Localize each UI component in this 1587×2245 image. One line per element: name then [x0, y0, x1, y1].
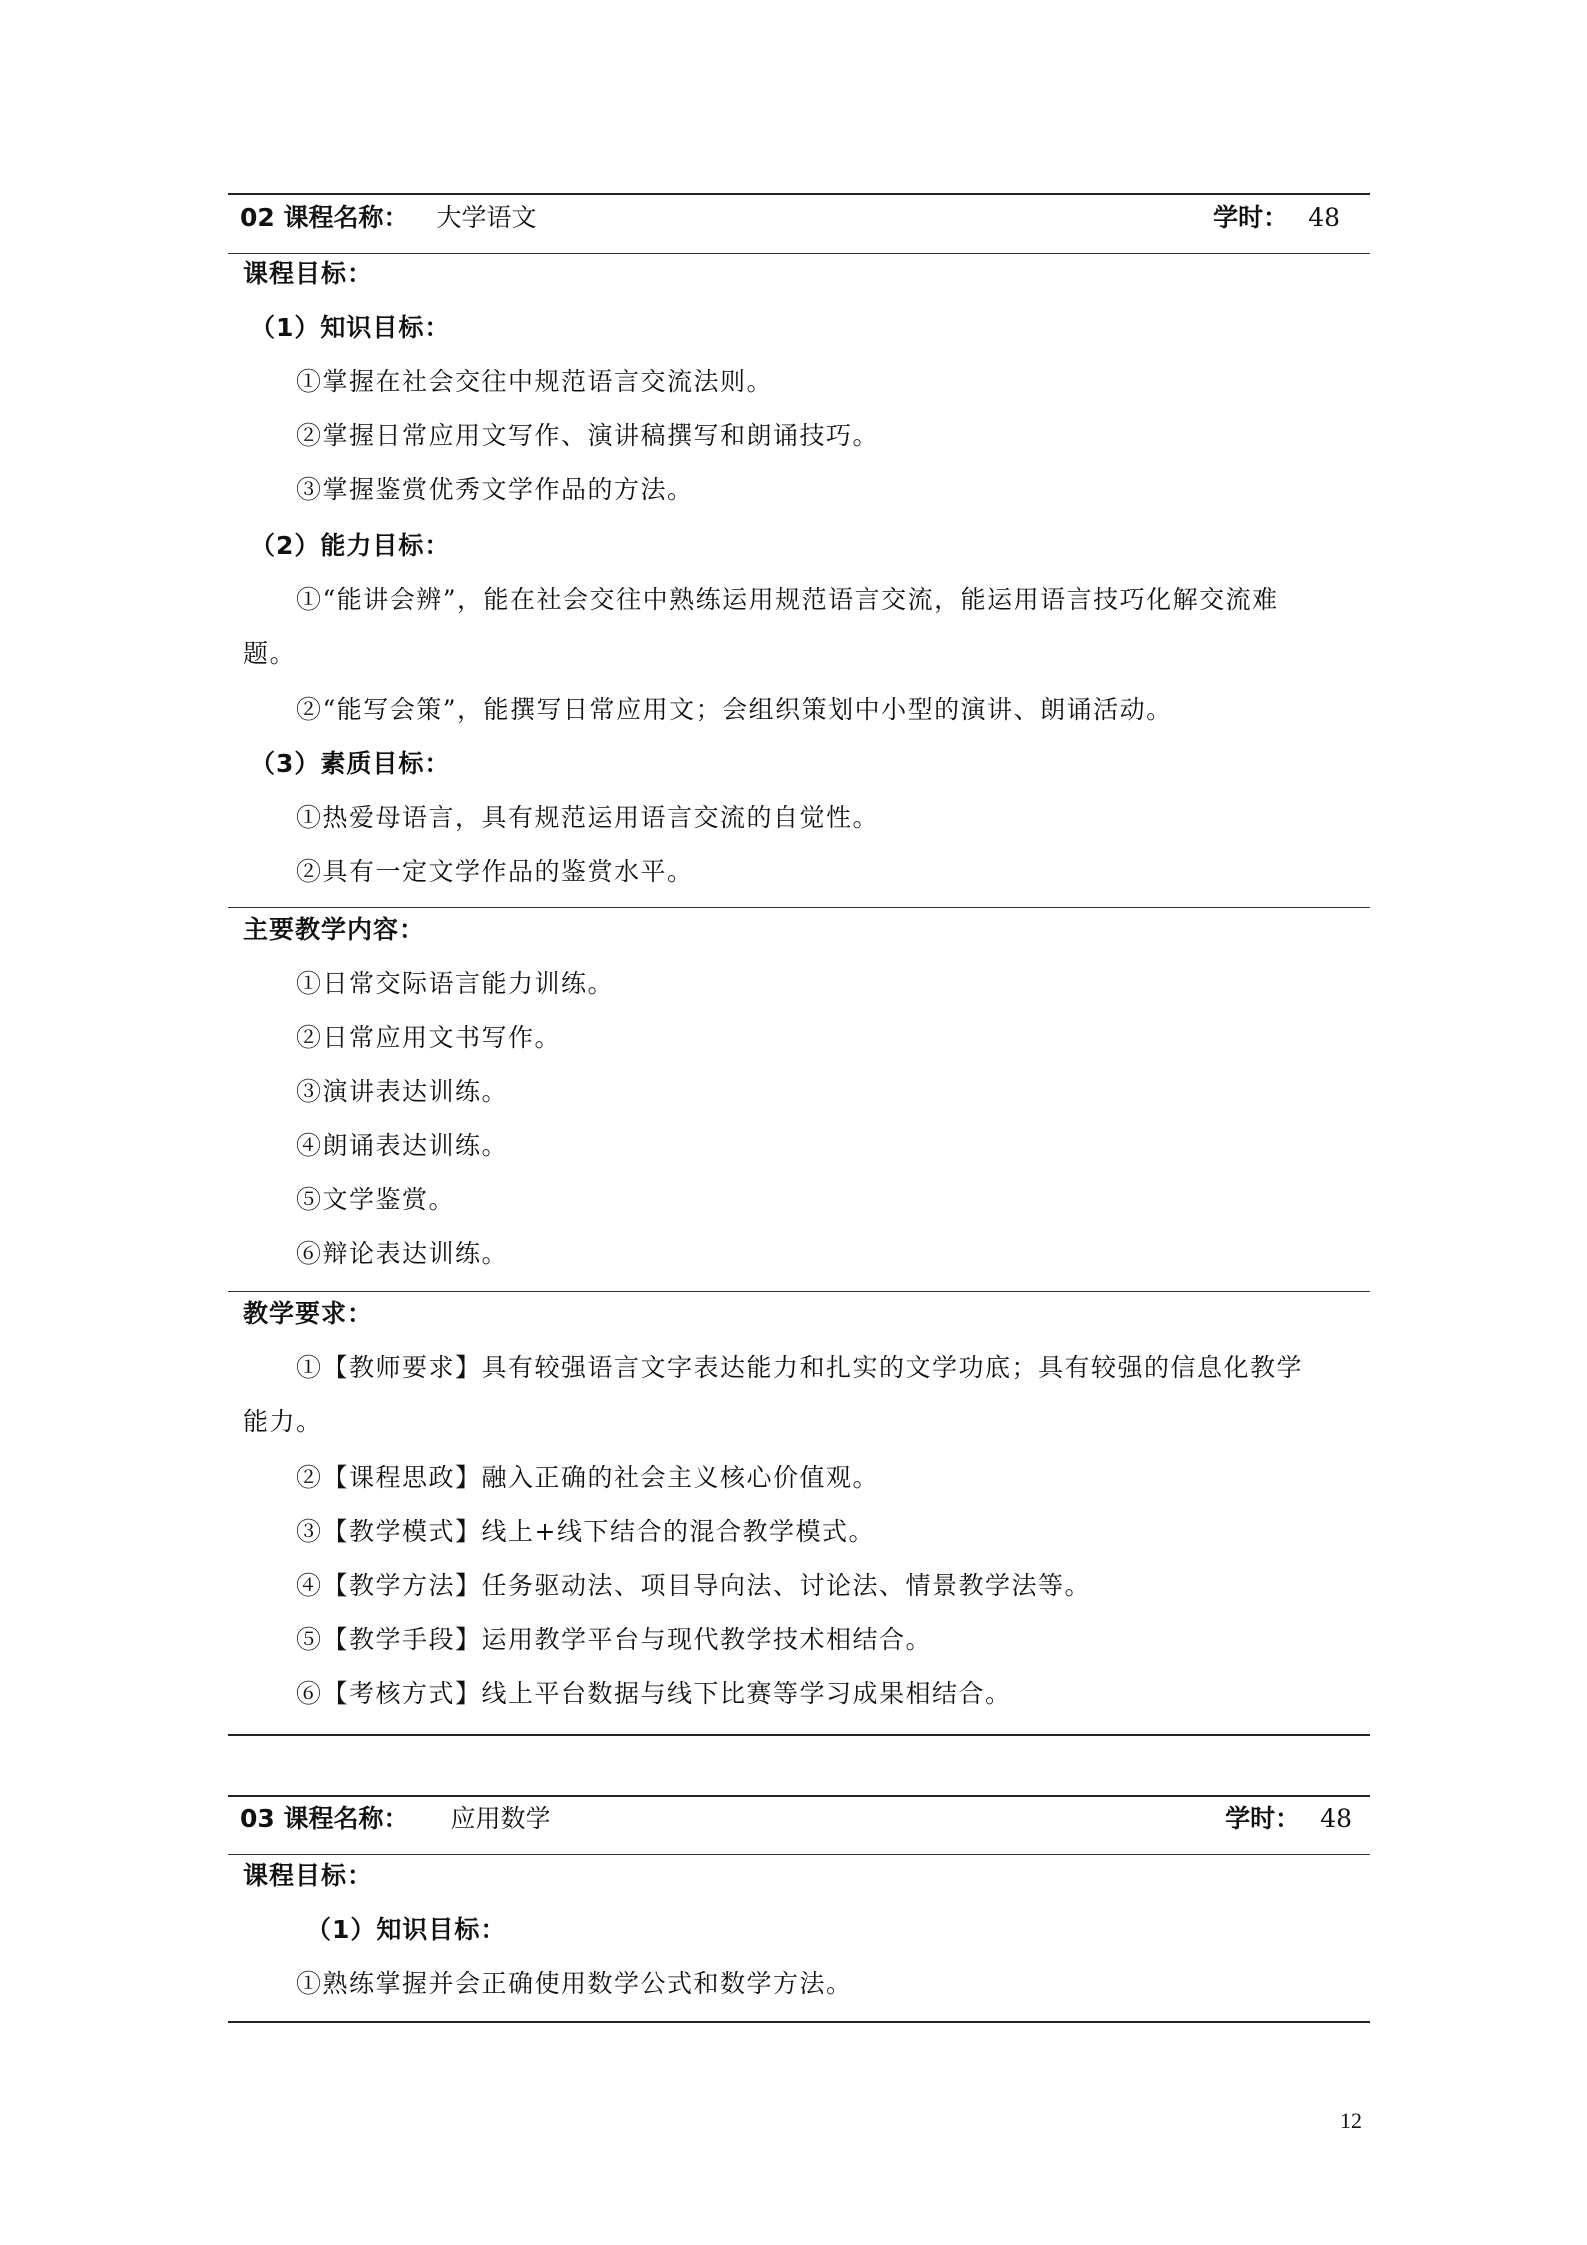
- course-03-title-row: [240, 1799, 1352, 1839]
- course-02-quality-item: ②具有一定文学作品的鉴赏水平。: [296, 857, 694, 886]
- course-02-requirement-item-continuation: 能力。: [243, 1407, 323, 1436]
- course-03-hours: [1225, 1799, 1352, 1839]
- course-02-name: 大学语文: [436, 203, 537, 232]
- course-02-requirement-item: ④【教学方法】任务驱动法、项目导向法、讨论法、情景教学法等。: [296, 1571, 1092, 1600]
- course-02-objectives-heading: 课程目标：: [243, 259, 374, 288]
- course-02-ability-item: ②“能写会策”，能撰写日常应用文；会组织策划中小型的演讲、朗诵活动。: [296, 695, 1173, 724]
- course-02-quality-item: ①热爱母语言，具有规范运用语言交流的自觉性。: [296, 803, 880, 832]
- title-divider: [228, 253, 1370, 254]
- course-02-content-item: ③演讲表达训练。: [296, 1077, 509, 1106]
- course-02-knowledge-item: ①掌握在社会交往中规范语言交流法则。: [296, 367, 774, 396]
- course-03-hours-label: 学时：: [1225, 1804, 1301, 1833]
- course-02-requirement-item: ⑤【教学手段】运用教学平台与现代教学技术相结合。: [296, 1625, 933, 1654]
- course-02-ability-item: ①“能讲会辨”，能在社会交往中熟练运用规范语言交流，能运用语言技巧化解交流难: [296, 585, 1279, 614]
- course-02-ability-heading: （2）能力目标：: [250, 531, 451, 560]
- course-02-knowledge-item: ③掌握鉴赏优秀文学作品的方法。: [296, 475, 694, 504]
- course-02-requirement-item: ③【教学模式】线上+线下结合的混合教学模式。: [296, 1517, 875, 1546]
- course-03-name: 应用数学: [450, 1804, 551, 1833]
- section-divider: [228, 907, 1370, 908]
- section-divider: [228, 1291, 1370, 1292]
- title-divider: [228, 1854, 1370, 1855]
- course-02-content-item: ①日常交际语言能力训练。: [296, 969, 615, 998]
- course-03-label: 03 课程名称：: [240, 1804, 409, 1833]
- table-top-rule: [228, 1795, 1370, 1797]
- course-02-content-item: ②日常应用文书写作。: [296, 1023, 562, 1052]
- course-02-label: 02 课程名称：: [240, 203, 409, 232]
- course-03-knowledge-heading: （1）知识目标：: [306, 1915, 507, 1944]
- course-03-knowledge-item: ①熟练掌握并会正确使用数学公式和数学方法。: [296, 1969, 853, 1998]
- course-02-hours: [1213, 198, 1340, 238]
- course-02-hours-label: 学时：: [1213, 203, 1289, 232]
- course-03-objectives-heading: 课程目标：: [243, 1861, 374, 1890]
- course-02-ability-item-continuation: 题。: [243, 639, 297, 668]
- course-02-requirement-item: ①【教师要求】具有较强语言文字表达能力和扎实的文学功底；具有较强的信息化教学: [296, 1353, 1304, 1382]
- course-02-requirements-heading: 教学要求：: [243, 1299, 374, 1328]
- course-02-knowledge-heading: （1）知识目标：: [250, 313, 451, 342]
- course-02-content-item: ⑥辩论表达训练。: [296, 1239, 509, 1268]
- course-02-quality-heading: （3）素质目标：: [250, 749, 451, 778]
- table-bottom-rule: [228, 1734, 1370, 1736]
- course-02-requirement-item: ⑥【考核方式】线上平台数据与线下比赛等学习成果相结合。: [296, 1679, 1012, 1708]
- course-02-requirement-item: ②【课程思政】融入正确的社会主义核心价值观。: [296, 1463, 880, 1492]
- table-top-rule: [228, 193, 1370, 195]
- course-02-knowledge-item: ②掌握日常应用文写作、演讲稿撰写和朗诵技巧。: [296, 421, 880, 450]
- course-02-content-item: ④朗诵表达训练。: [296, 1131, 509, 1160]
- course-02-content-heading: 主要教学内容：: [243, 915, 426, 944]
- page-number: 12: [1340, 2108, 1362, 2133]
- course-02-title-row: [240, 198, 1340, 238]
- course-03-hours-value: 48: [1320, 1804, 1352, 1833]
- table-bottom-rule: [228, 2021, 1370, 2023]
- course-02-hours-value: 48: [1308, 203, 1340, 232]
- course-02-content-item: ⑤文学鉴赏。: [296, 1185, 456, 1214]
